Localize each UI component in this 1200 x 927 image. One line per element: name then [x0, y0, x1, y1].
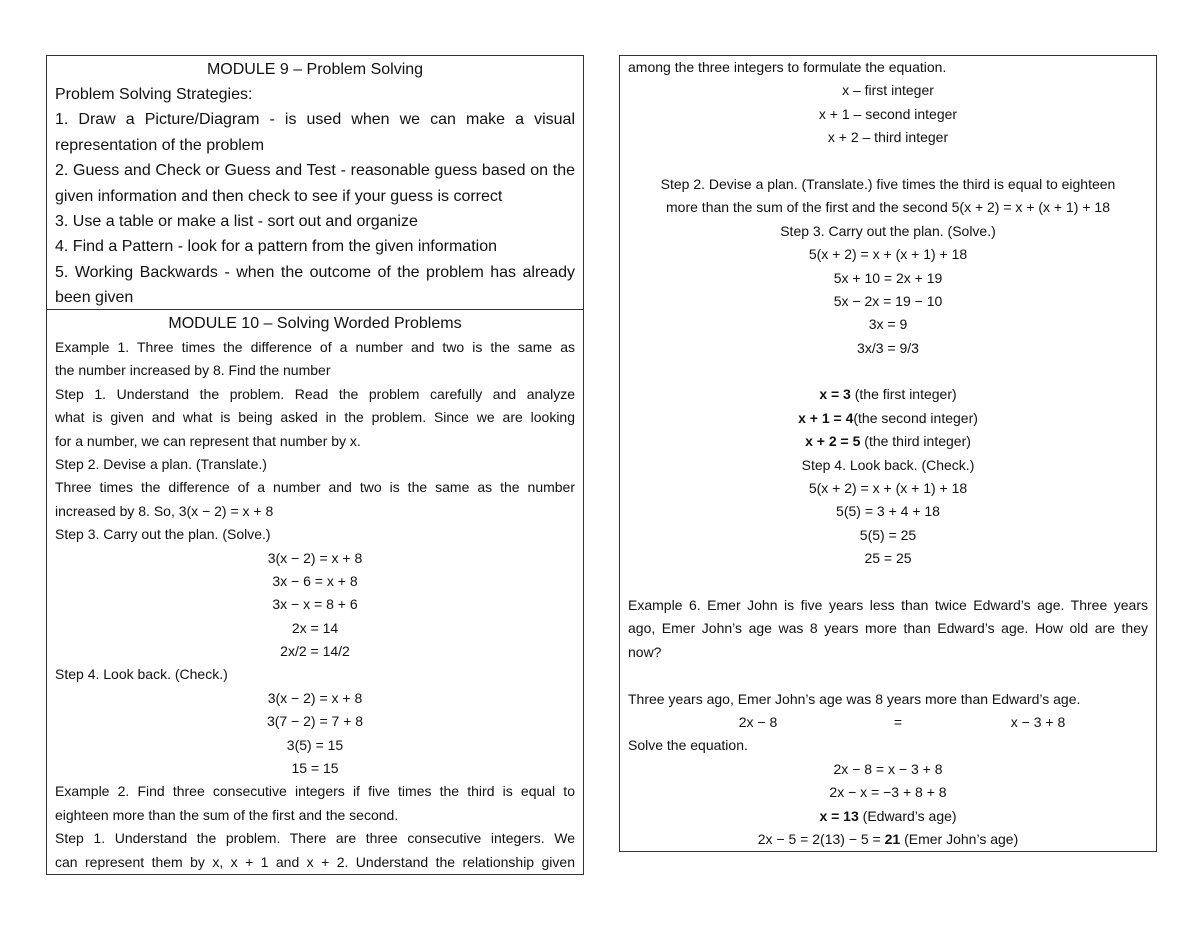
equation-row [688, 711, 1108, 734]
text-line: x – first integer [842, 82, 934, 99]
text-line: Example 1. Three times the difference of a number and two is the same as [55, 339, 575, 355]
text-line: Step 1. Understand the problem. There are three consecutive integers. We [55, 830, 575, 847]
text-line: 2x/2 = 14/2 [280, 643, 350, 660]
result-text: (the second integer) [853, 409, 978, 426]
text-line: 5x − 2x = 19 − 10 [833, 292, 943, 309]
continued-column-box [619, 55, 1157, 852]
text-line: Step 4. Look back. (Check.) [801, 456, 975, 473]
integer-results [628, 383, 1148, 453]
text-line: 3x = 9 [868, 316, 908, 333]
text-line: Step 3. Carry out the plan. (Solve.) [780, 222, 996, 239]
result-value: 21 [884, 830, 901, 847]
text-line: Example 2. Find three consecutive integers if five times the third is equal to [55, 783, 575, 800]
text-line: 3(7 − 2) = 7 + 8 [266, 713, 364, 730]
blank-line [628, 664, 1148, 687]
text-line: 5(5) = 3 + 4 + 18 [836, 503, 940, 520]
strategy-item: 1. Draw a Picture/Diagram - is used when we can make a visual representation of the problem [55, 111, 575, 154]
text-line: now? [628, 643, 662, 660]
text-line: 3x − 6 = x + 8 [272, 572, 358, 589]
module-10-box [46, 309, 584, 875]
text-line: 15 = 15 [291, 760, 339, 777]
text-line: 3(x − 2) = x + 8 [267, 549, 363, 566]
result-line [628, 383, 1148, 406]
text-line: what is given and what is being asked in the problem. Since we are looking [55, 409, 575, 426]
text-line: among the three integers to formulate the equation. [628, 59, 947, 75]
text-line: x + 2 – third integer [827, 129, 949, 146]
text-line: 2x − x = −3 + 8 + 8 [829, 784, 947, 801]
consecutive-integers-solution [628, 56, 1148, 383]
blank-line [628, 360, 1148, 383]
check-and-example-6 [628, 454, 1148, 711]
text-line: Step 1. Understand the problem. Read the problem carefully and analyze [55, 385, 575, 402]
equation-right-side: x − 3 + 8 [1010, 713, 1066, 730]
text-line: 5(5) = 25 [859, 526, 917, 543]
text-line: more than the sum of the first and the second 5(x + 2) = x + (x + 1) + 18 [666, 199, 1110, 216]
result-text: (Edward’s age) [858, 807, 957, 824]
text-line: Step 2. Devise a plan. (Translate.) five times the third is equal to eighteen [660, 175, 1116, 192]
text-line: eighteen more than the sum of the first and the second. [55, 806, 399, 823]
module-10-body [55, 336, 575, 874]
text-line: 2x = 14 [291, 619, 339, 636]
text-line: Step 4. Look back. (Check.) [55, 666, 228, 683]
text-line: 5x + 10 = 2x + 19 [833, 269, 943, 286]
text-line: 5(x + 2) = x + (x + 1) + 18 [808, 246, 968, 263]
text-line: x + 1 – second integer [818, 105, 958, 122]
text-line: increased by 8. So, 3(x − 2) = x + 8 [55, 502, 274, 519]
text-line: Three times the difference of a number and two is the same as the number [55, 479, 575, 496]
strategy-item: 3. Use a table or make a list - sort out and organize [55, 213, 418, 231]
blank-line [628, 150, 1148, 173]
text-line: 25 = 25 [864, 550, 912, 567]
equation-equals-sign: = [893, 713, 903, 730]
result-value: x = 13 [819, 807, 859, 824]
strategy-item: 2. Guess and Check or Guess and Test - reasonable guess based on the given information and then check to see if your guess is correct [55, 162, 575, 205]
result-line [628, 828, 1148, 851]
blank-line [628, 571, 1148, 594]
final-answers [628, 805, 1148, 852]
text-line: Three years ago, Emer John’s age was 8 years more than Edward’s age. [628, 690, 1081, 707]
module-9-box [46, 55, 584, 310]
strategy-item: 5. Working Backwards - when the outcome of the problem has already been given [55, 263, 575, 307]
result-text: (the third integer) [860, 433, 971, 450]
result-line [628, 407, 1148, 430]
equation-left-side: 2x − 8 [738, 713, 778, 730]
text-line: 3(x − 2) = x + 8 [267, 689, 363, 706]
text-line: Example 6. Emer John is five years less than twice Edward’s age. Three years [628, 596, 1148, 613]
result-value: x + 1 = 4 [798, 409, 854, 426]
result-value: x + 2 = 5 [805, 433, 861, 450]
module-10-title: MODULE 10 – Solving Worded Problems [168, 315, 462, 332]
text-line: 2x − 8 = x − 3 + 8 [833, 760, 943, 777]
text-line: can represent them by x, x + 1 and x + 2. Understand the relationship given [55, 853, 575, 870]
result-line [628, 805, 1148, 828]
text-line: Step 3. Carry out the plan. (Solve.) [55, 526, 271, 543]
strategies-heading: Problem Solving Strategies: [55, 86, 253, 103]
solve-equation-steps [628, 734, 1148, 804]
text-line: for a number, we can represent that number by x. [55, 432, 361, 449]
result-value: x = 3 [819, 386, 851, 403]
result-text: 2x − 5 = 2(13) − 5 = [757, 830, 885, 847]
strategy-item: 4. Find a Pattern - look for a pattern from the given information [55, 238, 497, 256]
result-line [628, 430, 1148, 453]
result-text: (the first integer) [850, 386, 957, 403]
text-line: ago, Emer John’s age was 8 years more than Edward’s age. How old are they [628, 620, 1148, 637]
text-line: 3x/3 = 9/3 [857, 339, 919, 356]
text-line: 3x − x = 8 + 6 [272, 596, 358, 613]
result-text: (Emer John’s age) [900, 830, 1019, 847]
text-line: Step 2. Devise a plan. (Translate.) [55, 455, 267, 472]
text-line: the number increased by 8. Find the number [55, 362, 331, 379]
text-line: Solve the equation. [628, 737, 748, 754]
module-9-title: MODULE 9 – Problem Solving [206, 61, 424, 78]
text-line: 5(x + 2) = x + (x + 1) + 18 [808, 480, 968, 497]
text-line: 3(5) = 15 [286, 736, 344, 753]
